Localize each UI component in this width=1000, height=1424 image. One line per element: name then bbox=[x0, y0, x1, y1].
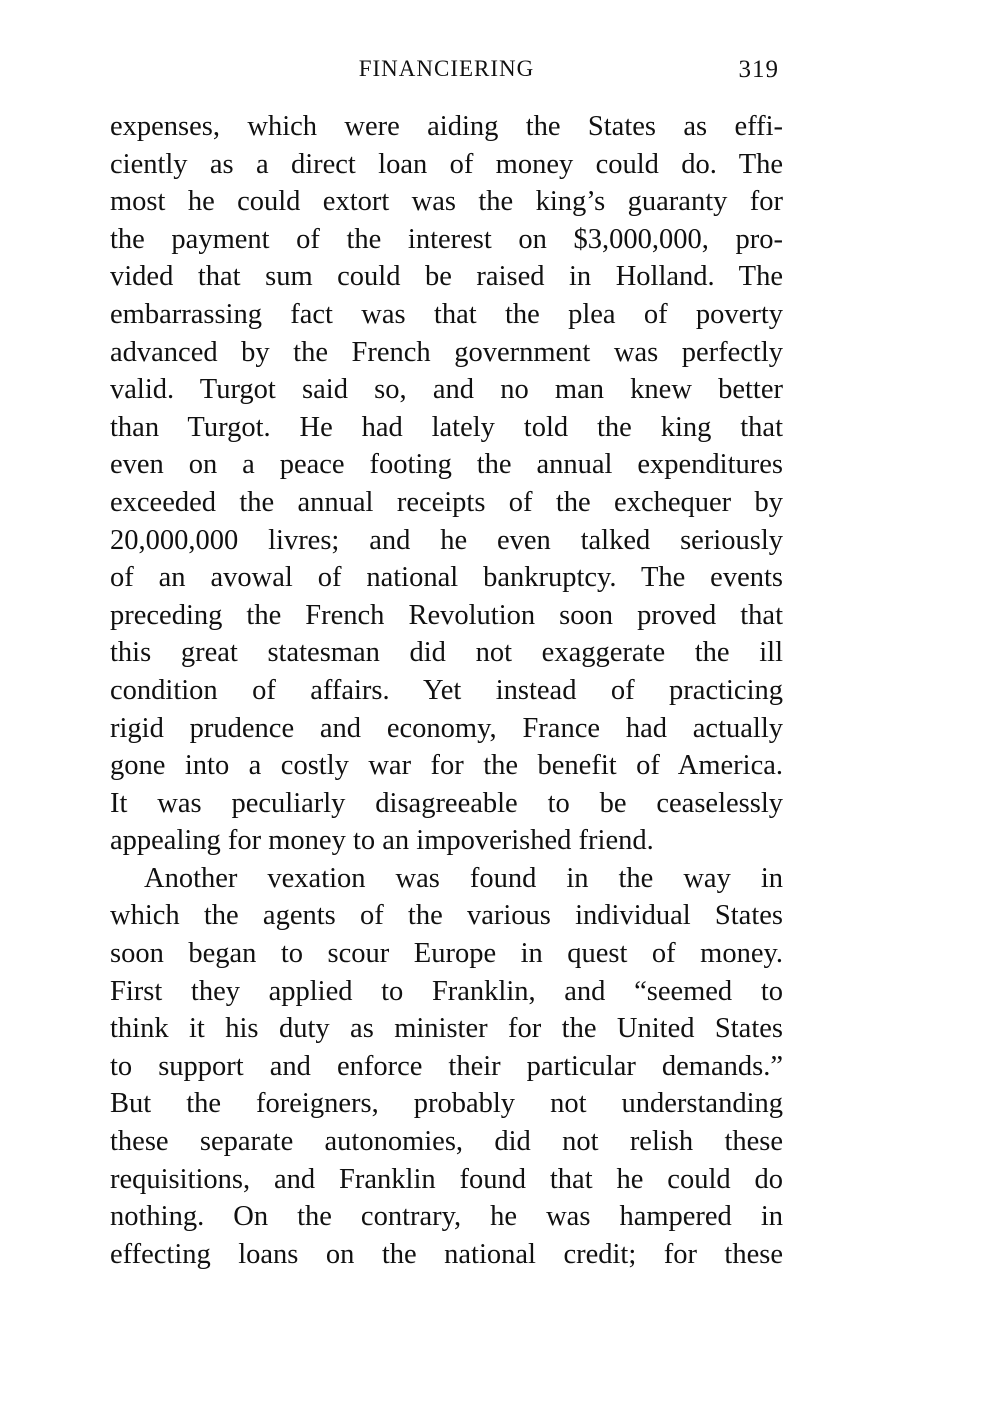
text-line: most he could extort was the king’s guaranty for bbox=[110, 186, 783, 218]
page-number: 319 bbox=[738, 56, 779, 83]
text-line: requisitions, and Franklin found that he could do bbox=[110, 1163, 783, 1195]
text-line: valid. Turgot said so, and no man knew better bbox=[110, 374, 783, 406]
text-line: soon began to scour Europe in quest of money. bbox=[110, 938, 783, 970]
text-line: expenses, which were aiding the States as effi- bbox=[110, 111, 783, 142]
text-line: this great statesman did not exaggerate the ill bbox=[110, 637, 783, 669]
text-line: But the foreigners, probably not understanding bbox=[110, 1088, 783, 1120]
text-line: to support and enforce their particular demands.” bbox=[110, 1050, 783, 1082]
text-line: which the agents of the various individual States bbox=[110, 900, 783, 932]
text-line: It was peculiarly disagreeable to be ceaselessly bbox=[110, 787, 783, 819]
text-line: Another vexation was found in the way in bbox=[144, 862, 783, 894]
running-title: FINANCIERING bbox=[358, 56, 535, 81]
text-line: nothing. On the contrary, he was hampered in bbox=[110, 1201, 783, 1233]
text-line: of an avowal of national bankruptcy. The events bbox=[110, 562, 783, 594]
text-line: even on a peace footing the annual expenditures bbox=[110, 449, 783, 481]
text-line: condition of affairs. Yet instead of practicing bbox=[110, 674, 783, 706]
text-line: these separate autonomies, did not relish these bbox=[110, 1126, 783, 1158]
text-line: preceding the French Revolution soon proved that bbox=[110, 599, 783, 631]
text-line: appealing for money to an impoverished friend. bbox=[110, 825, 654, 857]
text-line: vided that sum could be raised in Holland. The bbox=[110, 261, 783, 293]
text-line: think it his duty as minister for the United States bbox=[110, 1013, 783, 1045]
page-header bbox=[110, 52, 783, 88]
text-line: the payment of the interest on $3,000,000, pro- bbox=[110, 223, 783, 255]
text-line: exceeded the annual receipts of the exchequer by bbox=[110, 486, 783, 518]
text-line: gone into a costly war for the benefit of America. bbox=[110, 750, 783, 782]
text-line: 20,000,000 livres; and he even talked seriously bbox=[110, 524, 783, 556]
text-line: rigid prudence and economy, France had actually bbox=[110, 712, 783, 744]
text-line: First they applied to Franklin, and “seemed to bbox=[110, 975, 783, 1007]
text-line: effecting loans on the national credit; for these bbox=[110, 1238, 783, 1270]
text-line: advanced by the French government was perfectly bbox=[110, 336, 783, 368]
text-line: than Turgot. He had lately told the king that bbox=[110, 411, 783, 443]
text-line: ciently as a direct loan of money could do. The bbox=[110, 148, 783, 180]
text-line: embarrassing fact was that the plea of poverty bbox=[110, 298, 783, 330]
body-text bbox=[110, 108, 783, 1273]
